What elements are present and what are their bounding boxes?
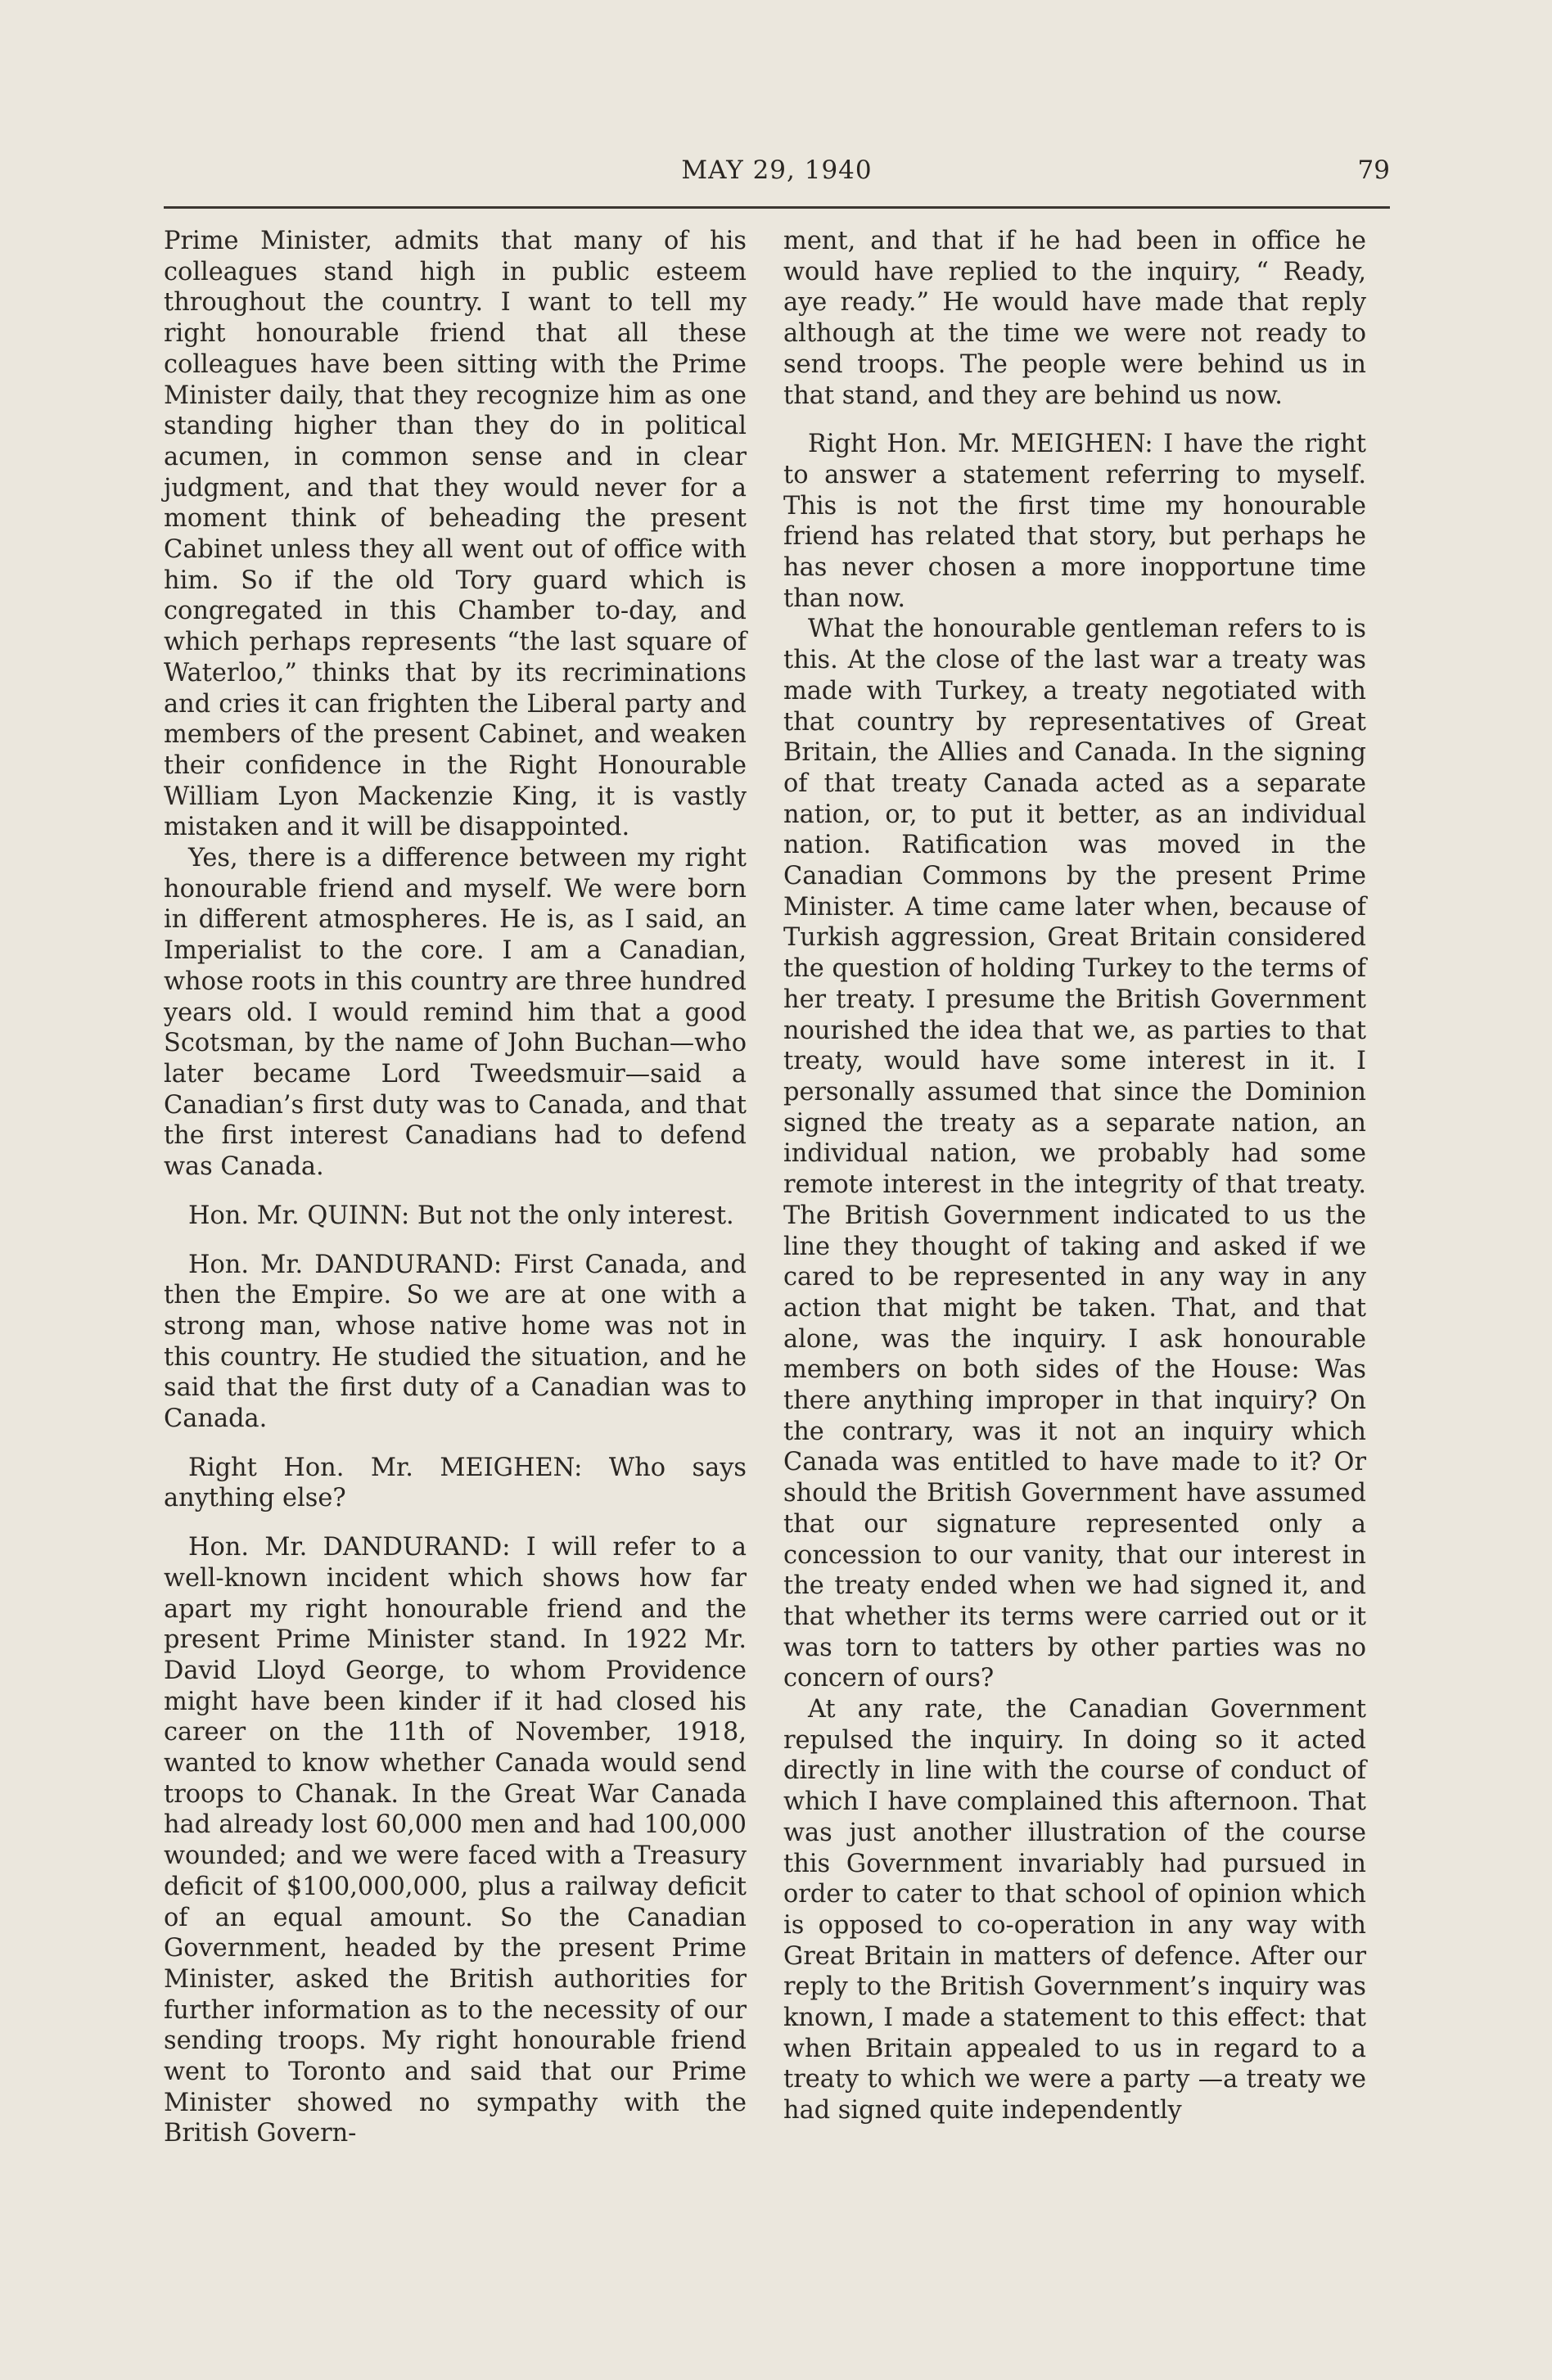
paragraph: Yes, there is a difference between my right honourable friend and myself. We were born in different atmospheres. He is, as I said, an Imperialist to the core. I am a Canadian, whose roots in this country are three hundred years old. I would remind him that a good Scotsman, by the name of John Buchan—who later became Lord Tweedsmuir—said a Canadian’s first duty was to Canada, and that the first interest Canadians had to defend was Canada. [164, 844, 747, 1182]
paragraph: Prime Minister, admits that many of his colleagues stand high in public esteem throughout the country. I want to tell my right honourable friend that all these colleagues have been sitting with the Prime Minister daily, that they recognize him as one standing higher than they do in political acumen, in common sense and in clear judgment, and that they would never for a moment think of beheading the present Cabinet unless they all went out of office with him. So if the old Tory guard which is congregated in this Chamber to-day, and which perhaps represents “the last square of Waterloo,” thinks that by its recriminations and cries it can frighten the Liberal party and members of the present Cabinet, and weaken their confidence in the Right Honourable William Lyon Mackenzie King, it is vastly mistaken and it will be disappointed. [164, 227, 747, 842]
paragraph: At any rate, the Canadian Government repulsed the inquiry. In doing so it acted directly in line with the course of conduct of which I have complained this afternoon. That was just another illustration of the course this Government invariably had pursued in order to cater to that school of opinion which is opposed to co-operation in any way with Great Britain in matters of defence. After our reply to the British Government’s inquiry was known, I made a statement to this effect: that when Britain appealed to us in regard to a treaty to which we were a party —a treaty we had signed quite independently [783, 1695, 1366, 2125]
page-number: 79 [1357, 156, 1390, 185]
speech-paragraph: Right Hon. Mr. MEIGHEN: I have the right to answer a statement referring to myself. This is not the first time my honourable friend has related that story, but perhaps he has never chosen a more inopportune time than now. [783, 430, 1366, 613]
speech-paragraph: Right Hon. Mr. MEIGHEN: Who says anything else? [164, 1453, 747, 1513]
paragraph: ment, and that if he had been in office he would have replied to the inquiry, “ Ready, aye ready.” He would have made that reply although at the time we were not ready to send troops. The people were behind us in that stand, and they are behind us now. [783, 227, 1366, 410]
right-column [783, 226, 1366, 2126]
page-date: MAY 29, 1940 [681, 156, 873, 185]
paragraph: What the honourable gentleman refers to is this. At the close of the last war a treaty was made with Turkey, a treaty negotiated with that country by representatives of Great Britain, the Allies and Canada. In the signing of that treaty Canada acted as a separate nation, or, to put it better, as an individual nation. Ratification was moved in the Canadian Commons by the present Prime Minister. A time came later when, because of Turkish aggression, Great Britain considered the question of holding Turkey to the terms of her treaty. I presume the British Government nourished the idea that we, as parties to that treaty, would have some interest in it. I personally assumed that since the Dominion signed the treaty as a separate nation, an individual nation, we probably had some remote interest in the integrity of that treaty. The British Government indicated to us the line they thought of taking and asked if we cared to be represented in any way in any action that might be taken. That, and that alone, was the inquiry. I ask honourable members on both sides of the House: Was there anything improper in that inquiry? On the contrary, was it not an inquiry which Canada was entitled to have made to it? Or should the British Government have assumed that our signature represented only a concession to our vanity, that our interest in the treaty ended when we had signed it, and that whether its terms were carried out or it was torn to tatters by other parties was no concern of ours? [783, 615, 1366, 1693]
speech-paragraph: Hon. Mr. DANDURAND: I will refer to a well-known incident which shows how far apart my right honourable friend and the present Prime Minister stand. In 1922 Mr. David Lloyd George, to whom Providence might have been kinder if it had closed his career on the 11th of November, 1918, wanted to know whether Canada would send troops to Chanak. In the Great War Canada had already lost 60,000 men and had 100,000 wounded; and we were faced with a Treasury deficit of $100,000,000, plus a railway deficit of an equal amount. So the Canadian Government, headed by the present Prime Minister, asked the British authorities for further information as to the necessity of our sending troops. My right honourable friend went to Toronto and said that our Prime Minister showed no sympathy with the British Govern- [164, 1533, 747, 2148]
speech-paragraph: Hon. Mr. QUINN: But not the only interest. [188, 1201, 734, 1230]
speech-paragraph: Hon. Mr. DANDURAND: First Canada, and then the Empire. So we are at one with a strong man, whose native home was not in this country. He studied the situation, and he said that the first duty of a Canadian was to Canada. [164, 1250, 747, 1434]
left-column [164, 226, 747, 2149]
header-rule [164, 206, 1390, 209]
page-header [164, 156, 1390, 196]
